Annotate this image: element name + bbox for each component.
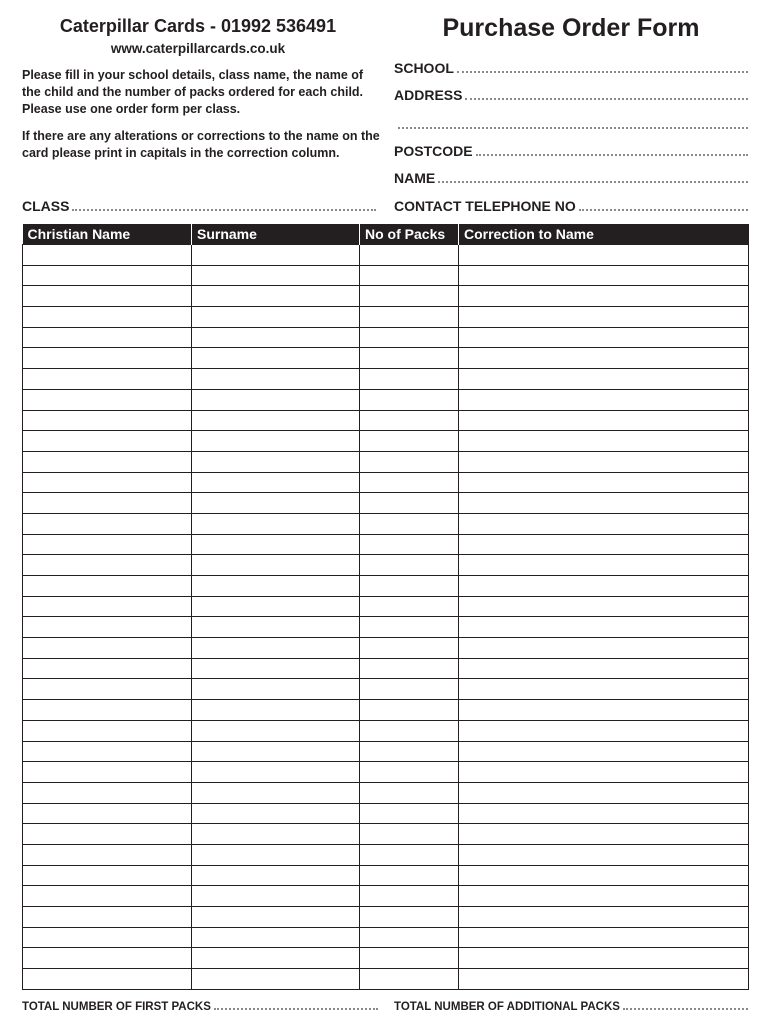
surname-cell[interactable] bbox=[192, 907, 360, 928]
table-row bbox=[23, 472, 749, 493]
christian-name-cell[interactable] bbox=[23, 844, 192, 865]
surname-cell[interactable] bbox=[192, 927, 360, 948]
christian-name-cell[interactable] bbox=[23, 969, 192, 990]
christian-name-cell[interactable] bbox=[23, 265, 192, 286]
correction-to-name-cell[interactable] bbox=[459, 844, 749, 865]
surname-cell[interactable] bbox=[192, 865, 360, 886]
total-first-packs-label: TOTAL NUMBER OF FIRST PACKS bbox=[22, 1001, 211, 1013]
correction-to-name-cell[interactable] bbox=[459, 576, 749, 597]
christian-name-cell[interactable] bbox=[23, 679, 192, 700]
no-of-packs-cell[interactable] bbox=[360, 658, 459, 679]
surname-cell[interactable] bbox=[192, 720, 360, 741]
class-field[interactable] bbox=[22, 196, 376, 214]
no-of-packs-cell[interactable] bbox=[360, 969, 459, 990]
surname-cell[interactable] bbox=[192, 844, 360, 865]
total-additional-packs-field[interactable] bbox=[394, 997, 748, 1013]
surname-cell[interactable] bbox=[192, 534, 360, 555]
correction-to-name-cell[interactable] bbox=[459, 348, 749, 369]
christian-name-cell[interactable] bbox=[23, 348, 192, 369]
table-row bbox=[23, 907, 749, 928]
no-of-packs-cell[interactable] bbox=[360, 824, 459, 845]
correction-to-name-cell[interactable] bbox=[459, 927, 749, 948]
no-of-packs-cell[interactable] bbox=[360, 927, 459, 948]
total-additional-packs-fill-line[interactable] bbox=[623, 1007, 748, 1010]
contact-telephone-field[interactable] bbox=[394, 196, 748, 214]
table-row bbox=[23, 948, 749, 969]
surname-cell[interactable] bbox=[192, 803, 360, 824]
surname-cell[interactable] bbox=[192, 555, 360, 576]
column-header-correction-to-name: Correction to Name bbox=[459, 224, 749, 245]
correction-to-name-cell[interactable] bbox=[459, 638, 749, 659]
table-row bbox=[23, 286, 749, 307]
no-of-packs-cell[interactable] bbox=[360, 431, 459, 452]
correction-to-name-cell[interactable] bbox=[459, 948, 749, 969]
christian-name-cell[interactable] bbox=[23, 513, 192, 534]
no-of-packs-cell[interactable] bbox=[360, 348, 459, 369]
correction-to-name-cell[interactable] bbox=[459, 658, 749, 679]
surname-cell[interactable] bbox=[192, 638, 360, 659]
christian-name-cell[interactable] bbox=[23, 720, 192, 741]
order-table bbox=[22, 224, 749, 990]
column-header-christian-name: Christian Name bbox=[23, 224, 192, 245]
no-of-packs-cell[interactable] bbox=[360, 741, 459, 762]
christian-name-cell[interactable] bbox=[23, 286, 192, 307]
total-first-packs-field[interactable] bbox=[22, 997, 378, 1013]
no-of-packs-cell[interactable] bbox=[360, 576, 459, 597]
table-row bbox=[23, 576, 749, 597]
surname-cell[interactable] bbox=[192, 410, 360, 431]
correction-to-name-cell[interactable] bbox=[459, 431, 749, 452]
no-of-packs-cell[interactable] bbox=[360, 369, 459, 390]
table-row bbox=[23, 741, 749, 762]
no-of-packs-cell[interactable] bbox=[360, 617, 459, 638]
postcode-fill-line[interactable] bbox=[476, 153, 748, 156]
class-fill-line[interactable] bbox=[72, 208, 376, 211]
total-additional-packs-label: TOTAL NUMBER OF ADDITIONAL PACKS bbox=[394, 1001, 620, 1013]
christian-name-cell[interactable] bbox=[23, 534, 192, 555]
no-of-packs-cell[interactable] bbox=[360, 720, 459, 741]
table-row bbox=[23, 720, 749, 741]
school-field[interactable] bbox=[394, 58, 748, 76]
surname-cell[interactable] bbox=[192, 389, 360, 410]
total-first-packs-fill-line[interactable] bbox=[214, 1007, 378, 1010]
no-of-packs-cell[interactable] bbox=[360, 265, 459, 286]
surname-cell[interactable] bbox=[192, 493, 360, 514]
christian-name-cell[interactable] bbox=[23, 576, 192, 597]
correction-to-name-cell[interactable] bbox=[459, 741, 749, 762]
surname-cell[interactable] bbox=[192, 596, 360, 617]
table-row bbox=[23, 824, 749, 845]
contact-telephone-fill-line[interactable] bbox=[579, 208, 748, 211]
table-row bbox=[23, 534, 749, 555]
christian-name-cell[interactable] bbox=[23, 762, 192, 783]
no-of-packs-cell[interactable] bbox=[360, 782, 459, 803]
address-label: ADDRESS bbox=[394, 87, 463, 103]
no-of-packs-cell[interactable] bbox=[360, 679, 459, 700]
table-row bbox=[23, 410, 749, 431]
no-of-packs-cell[interactable] bbox=[360, 245, 459, 266]
no-of-packs-cell[interactable] bbox=[360, 555, 459, 576]
postcode-label: POSTCODE bbox=[394, 143, 473, 159]
christian-name-cell[interactable] bbox=[23, 451, 192, 472]
surname-cell[interactable] bbox=[192, 513, 360, 534]
table-row bbox=[23, 493, 749, 514]
table-row bbox=[23, 431, 749, 452]
surname-cell[interactable] bbox=[192, 245, 360, 266]
correction-to-name-cell[interactable] bbox=[459, 969, 749, 990]
table-row bbox=[23, 307, 749, 328]
contact-telephone-label: CONTACT TELEPHONE NO bbox=[394, 198, 576, 214]
christian-name-cell[interactable] bbox=[23, 245, 192, 266]
christian-name-cell[interactable] bbox=[23, 555, 192, 576]
christian-name-cell[interactable] bbox=[23, 307, 192, 328]
christian-name-cell[interactable] bbox=[23, 617, 192, 638]
table-row bbox=[23, 803, 749, 824]
table-row bbox=[23, 658, 749, 679]
no-of-packs-cell[interactable] bbox=[360, 762, 459, 783]
surname-cell[interactable] bbox=[192, 369, 360, 390]
postcode-field[interactable] bbox=[394, 141, 748, 159]
table-row bbox=[23, 782, 749, 803]
correction-to-name-cell[interactable] bbox=[459, 265, 749, 286]
correction-to-name-cell[interactable] bbox=[459, 700, 749, 721]
correction-to-name-cell[interactable] bbox=[459, 555, 749, 576]
christian-name-cell[interactable] bbox=[23, 658, 192, 679]
table-row bbox=[23, 927, 749, 948]
christian-name-cell[interactable] bbox=[23, 638, 192, 659]
table-row bbox=[23, 245, 749, 266]
surname-cell[interactable] bbox=[192, 265, 360, 286]
name-label: NAME bbox=[394, 170, 436, 186]
no-of-packs-cell[interactable] bbox=[360, 844, 459, 865]
correction-to-name-cell[interactable] bbox=[459, 327, 749, 348]
surname-cell[interactable] bbox=[192, 617, 360, 638]
no-of-packs-cell[interactable] bbox=[360, 534, 459, 555]
table-row bbox=[23, 555, 749, 576]
christian-name-cell[interactable] bbox=[23, 886, 192, 907]
christian-name-cell[interactable] bbox=[23, 907, 192, 928]
christian-name-cell[interactable] bbox=[23, 782, 192, 803]
school-fill-line[interactable] bbox=[457, 70, 748, 73]
christian-name-cell[interactable] bbox=[23, 824, 192, 845]
surname-cell[interactable] bbox=[192, 658, 360, 679]
christian-name-cell[interactable] bbox=[23, 431, 192, 452]
correction-to-name-cell[interactable] bbox=[459, 907, 749, 928]
no-of-packs-cell[interactable] bbox=[360, 596, 459, 617]
no-of-packs-cell[interactable] bbox=[360, 948, 459, 969]
table-header-row bbox=[23, 224, 749, 245]
correction-to-name-cell[interactable] bbox=[459, 410, 749, 431]
no-of-packs-cell[interactable] bbox=[360, 803, 459, 824]
address-fill-line[interactable] bbox=[465, 97, 748, 100]
correction-to-name-cell[interactable] bbox=[459, 369, 749, 390]
surname-cell[interactable] bbox=[192, 700, 360, 721]
surname-cell[interactable] bbox=[192, 762, 360, 783]
table-row bbox=[23, 513, 749, 534]
correction-to-name-cell[interactable] bbox=[459, 803, 749, 824]
company-name: Caterpillar Cards - 01992 536491 bbox=[59, 16, 337, 36]
column-header-surname: Surname bbox=[192, 224, 360, 245]
christian-name-cell[interactable] bbox=[23, 369, 192, 390]
correction-to-name-cell[interactable] bbox=[459, 245, 749, 266]
christian-name-cell[interactable] bbox=[23, 700, 192, 721]
instructions-paragraph: Please fill in your school details, class name, the name of the child and the number of packs ordered for each child. Please use one order form per class. bbox=[22, 68, 364, 116]
christian-name-cell[interactable] bbox=[23, 865, 192, 886]
name-field[interactable] bbox=[394, 168, 748, 186]
address-line-2-fill-line[interactable] bbox=[398, 126, 748, 129]
christian-name-cell[interactable] bbox=[23, 327, 192, 348]
no-of-packs-cell[interactable] bbox=[360, 907, 459, 928]
corrections-note: If there are any alterations or corrections to the name on the card please print in capitals in the correction column. bbox=[22, 129, 380, 160]
correction-to-name-cell[interactable] bbox=[459, 493, 749, 514]
no-of-packs-cell[interactable] bbox=[360, 410, 459, 431]
no-of-packs-cell[interactable] bbox=[360, 513, 459, 534]
table-row bbox=[23, 451, 749, 472]
correction-to-name-cell[interactable] bbox=[459, 865, 749, 886]
company-website: www.caterpillarcards.co.uk bbox=[110, 41, 286, 56]
christian-name-cell[interactable] bbox=[23, 948, 192, 969]
table-row bbox=[23, 844, 749, 865]
class-label: CLASS bbox=[22, 198, 70, 214]
address-field[interactable] bbox=[394, 85, 748, 103]
surname-cell[interactable] bbox=[192, 886, 360, 907]
table-row bbox=[23, 638, 749, 659]
correction-to-name-cell[interactable] bbox=[459, 762, 749, 783]
table-row bbox=[23, 617, 749, 638]
correction-to-name-cell[interactable] bbox=[459, 720, 749, 741]
surname-cell[interactable] bbox=[192, 307, 360, 328]
table-row bbox=[23, 886, 749, 907]
no-of-packs-cell[interactable] bbox=[360, 389, 459, 410]
surname-cell[interactable] bbox=[192, 679, 360, 700]
christian-name-cell[interactable] bbox=[23, 596, 192, 617]
table-row bbox=[23, 762, 749, 783]
table-row bbox=[23, 265, 749, 286]
table-row bbox=[23, 389, 749, 410]
surname-cell[interactable] bbox=[192, 472, 360, 493]
name-fill-line[interactable] bbox=[438, 180, 748, 183]
correction-to-name-cell[interactable] bbox=[459, 513, 749, 534]
correction-to-name-cell[interactable] bbox=[459, 534, 749, 555]
surname-cell[interactable] bbox=[192, 969, 360, 990]
surname-cell[interactable] bbox=[192, 348, 360, 369]
christian-name-cell[interactable] bbox=[23, 741, 192, 762]
table-row bbox=[23, 369, 749, 390]
table-row bbox=[23, 327, 749, 348]
table-row bbox=[23, 865, 749, 886]
surname-cell[interactable] bbox=[192, 824, 360, 845]
surname-cell[interactable] bbox=[192, 451, 360, 472]
column-header-no-of-packs: No of Packs bbox=[360, 224, 459, 245]
correction-to-name-cell[interactable] bbox=[459, 679, 749, 700]
table-row bbox=[23, 596, 749, 617]
surname-cell[interactable] bbox=[192, 431, 360, 452]
correction-to-name-cell[interactable] bbox=[459, 596, 749, 617]
surname-cell[interactable] bbox=[192, 782, 360, 803]
christian-name-cell[interactable] bbox=[23, 803, 192, 824]
correction-to-name-cell[interactable] bbox=[459, 617, 749, 638]
surname-cell[interactable] bbox=[192, 741, 360, 762]
table-row bbox=[23, 348, 749, 369]
surname-cell[interactable] bbox=[192, 576, 360, 597]
correction-to-name-cell[interactable] bbox=[459, 824, 749, 845]
no-of-packs-cell[interactable] bbox=[360, 472, 459, 493]
no-of-packs-cell[interactable] bbox=[360, 307, 459, 328]
correction-to-name-cell[interactable] bbox=[459, 782, 749, 803]
correction-to-name-cell[interactable] bbox=[459, 472, 749, 493]
christian-name-cell[interactable] bbox=[23, 493, 192, 514]
school-label: SCHOOL bbox=[394, 60, 454, 76]
christian-name-cell[interactable] bbox=[23, 389, 192, 410]
correction-to-name-cell[interactable] bbox=[459, 389, 749, 410]
no-of-packs-cell[interactable] bbox=[360, 700, 459, 721]
no-of-packs-cell[interactable] bbox=[360, 638, 459, 659]
order-table-body bbox=[23, 245, 749, 990]
no-of-packs-cell[interactable] bbox=[360, 493, 459, 514]
table-row bbox=[23, 969, 749, 990]
correction-to-name-cell[interactable] bbox=[459, 307, 749, 328]
correction-to-name-cell[interactable] bbox=[459, 451, 749, 472]
no-of-packs-cell[interactable] bbox=[360, 327, 459, 348]
surname-cell[interactable] bbox=[192, 948, 360, 969]
correction-to-name-cell[interactable] bbox=[459, 886, 749, 907]
table-row bbox=[23, 679, 749, 700]
table-row bbox=[23, 700, 749, 721]
no-of-packs-cell[interactable] bbox=[360, 286, 459, 307]
christian-name-cell[interactable] bbox=[23, 927, 192, 948]
no-of-packs-cell[interactable] bbox=[360, 886, 459, 907]
no-of-packs-cell[interactable] bbox=[360, 451, 459, 472]
christian-name-cell[interactable] bbox=[23, 410, 192, 431]
christian-name-cell[interactable] bbox=[23, 472, 192, 493]
surname-cell[interactable] bbox=[192, 286, 360, 307]
surname-cell[interactable] bbox=[192, 327, 360, 348]
no-of-packs-cell[interactable] bbox=[360, 865, 459, 886]
correction-to-name-cell[interactable] bbox=[459, 286, 749, 307]
form-title: Purchase Order Form bbox=[442, 14, 700, 42]
address-line-2-field[interactable] bbox=[398, 114, 748, 132]
